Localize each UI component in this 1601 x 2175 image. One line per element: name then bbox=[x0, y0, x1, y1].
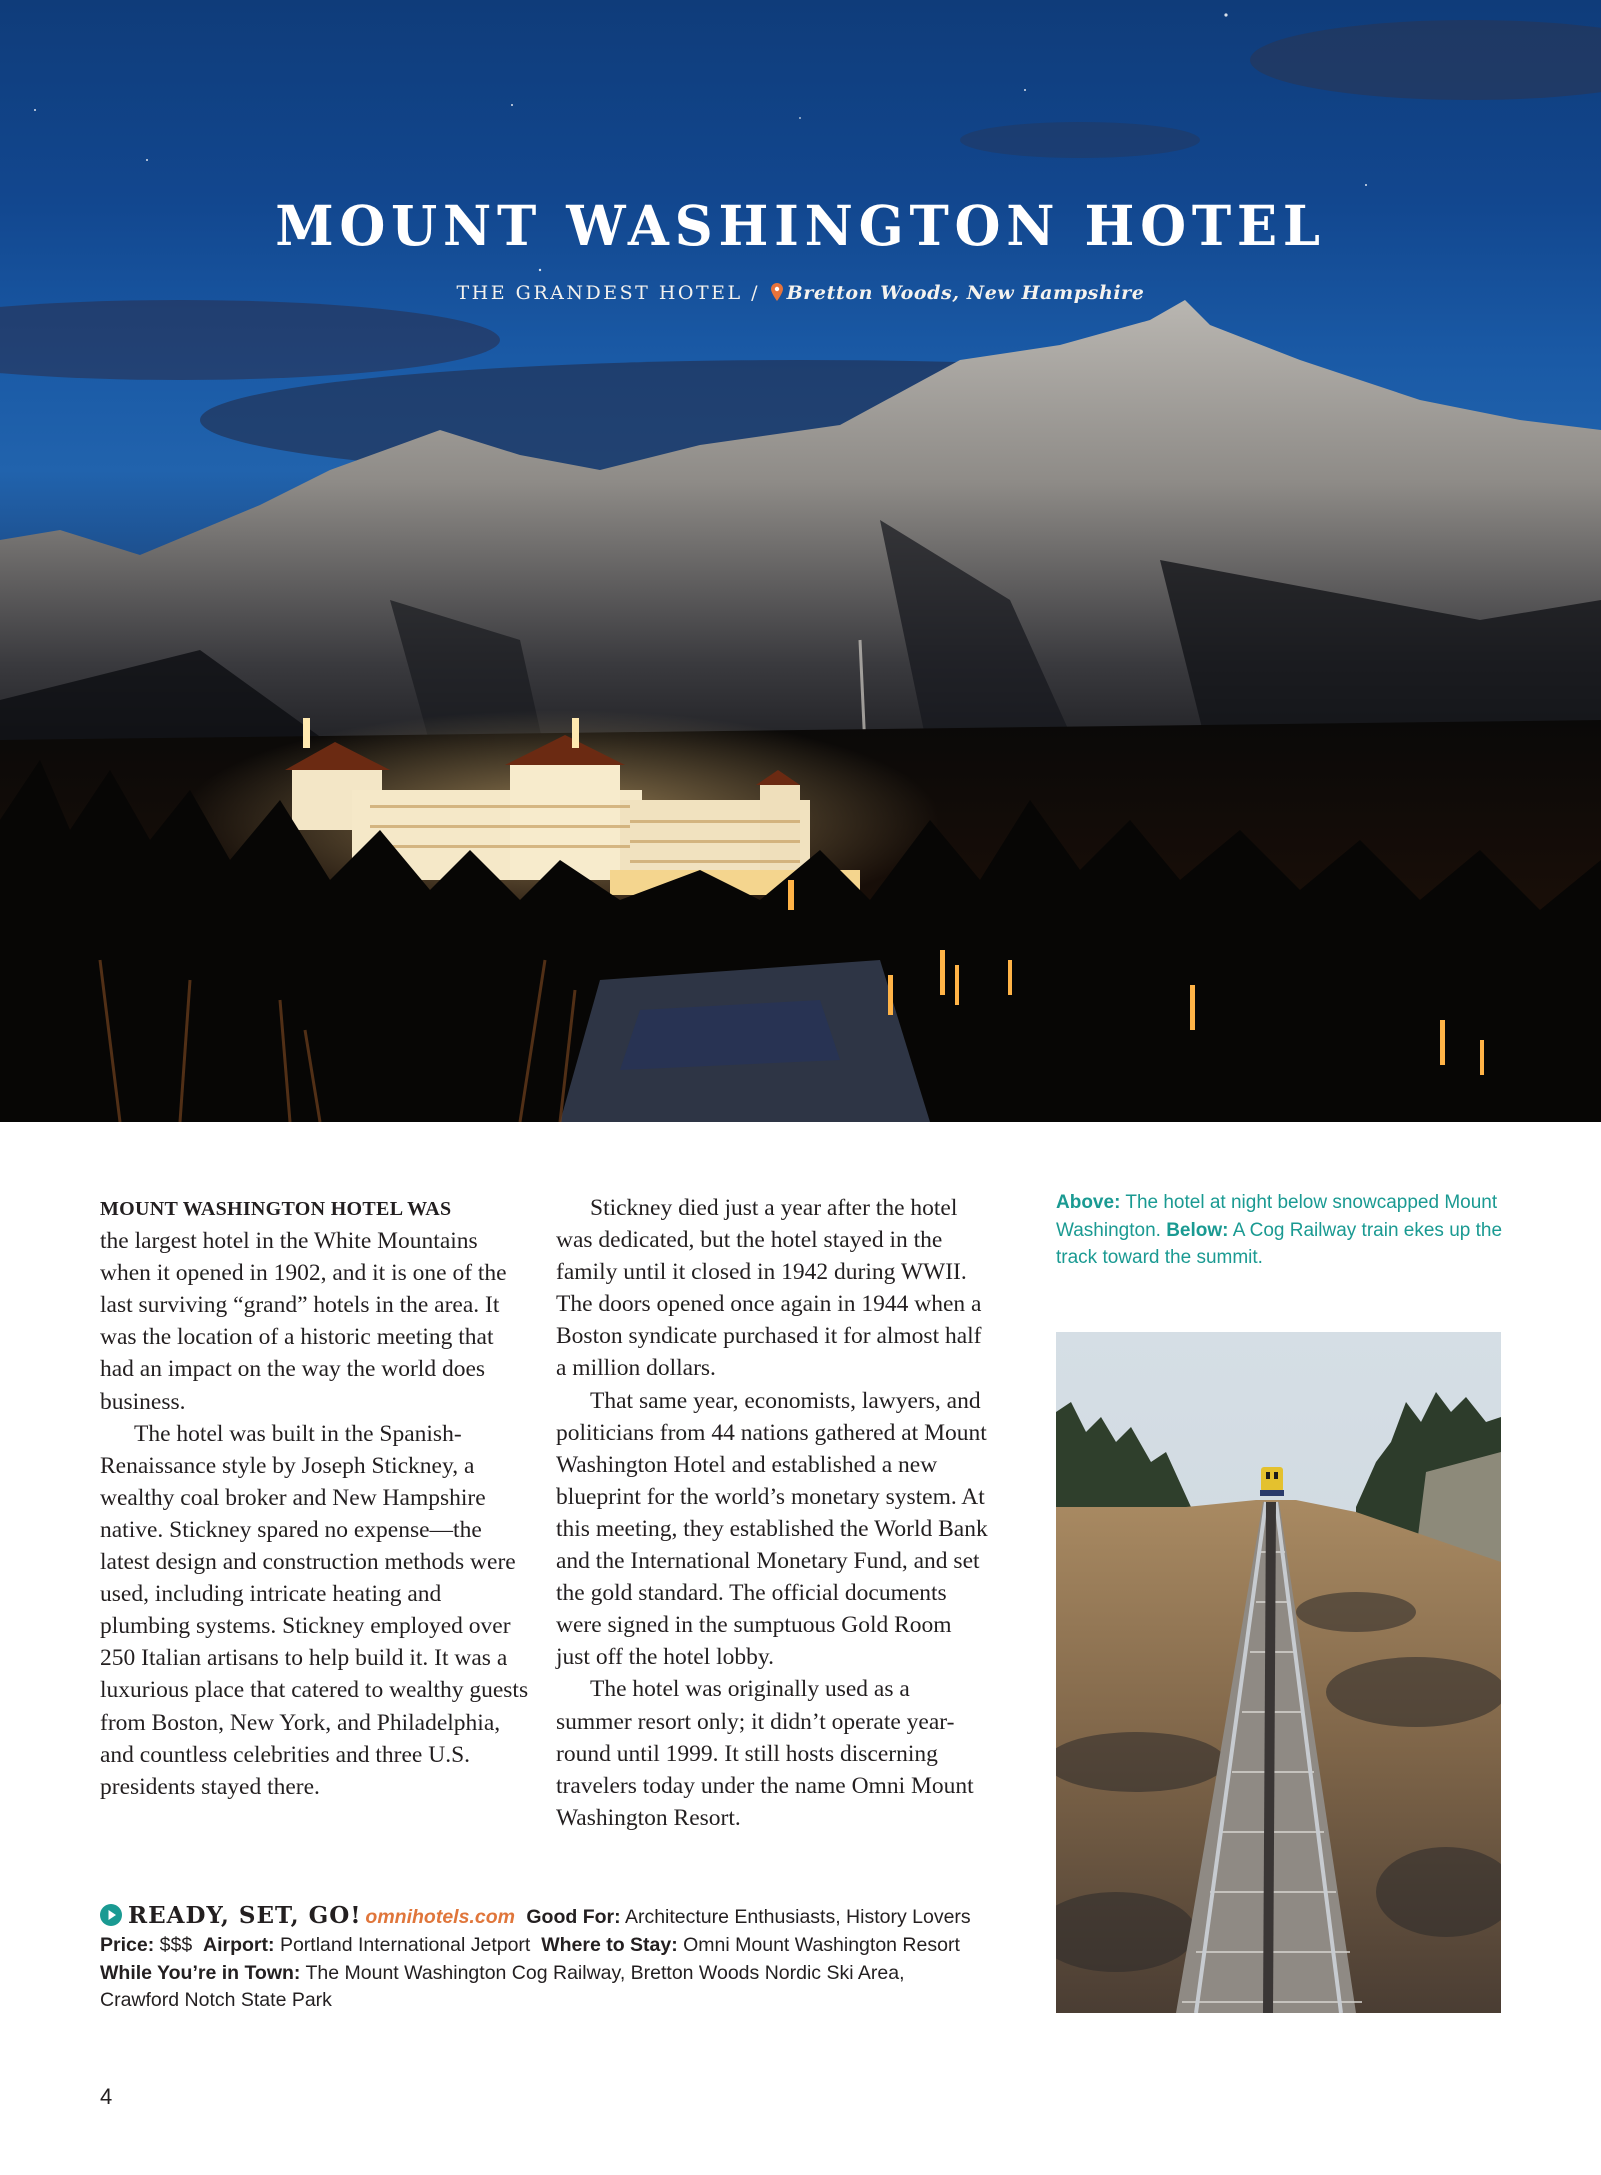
good-for-value: Architecture Enthusiasts, History Lovers bbox=[624, 1906, 971, 1928]
where-to-stay-label: Where to Stay: bbox=[541, 1933, 678, 1956]
website-link[interactable]: omnihotels.com bbox=[365, 1906, 515, 1928]
caption-below-text: A Cog Railway train ekes up the track toward the summit. bbox=[1056, 1219, 1503, 1268]
cog-train bbox=[1261, 1467, 1283, 1492]
ready-set-go-box bbox=[100, 1902, 980, 2015]
caption-above-text: The hotel at night below snowcapped Mount Washington. bbox=[1056, 1192, 1498, 1241]
subtitle-location: Bretton Woods, New Hampshire bbox=[786, 282, 1145, 304]
article-paragraph: The hotel was originally used as a summer resort only; it didn’t operate year-round until 1999. It still hosts discerning travelers today under the name Omni Mount Washington Resort. bbox=[556, 1676, 974, 1831]
article-column-1 bbox=[100, 1192, 530, 1803]
subtitle-category: THE GRANDEST HOTEL / bbox=[456, 282, 761, 304]
article-title: MOUNT WASHINGTON HOTEL bbox=[275, 193, 1326, 258]
while-in-town-label: While You’re in Town: bbox=[100, 1961, 301, 1984]
cog-railway-photo bbox=[1056, 1332, 1501, 2013]
price-label: Price: bbox=[100, 1933, 155, 1956]
article-subtitle bbox=[0, 280, 1601, 306]
cog-railway-illustration bbox=[1056, 1332, 1501, 2013]
caption-below-label: Below: bbox=[1166, 1219, 1229, 1241]
caption-above-label: Above: bbox=[1056, 1192, 1121, 1213]
article-paragraph bbox=[100, 1192, 530, 1418]
article-column-2 bbox=[556, 1192, 988, 1834]
while-in-town-value: The Mount Washington Cog Railway, Bretton Woods Nordic Ski Area, Crawford Notch State Park bbox=[100, 1961, 905, 2012]
page-number: 4 bbox=[100, 2084, 113, 2109]
article-paragraph: Stickney died just a year after the hotel was dedicated, but the hotel stayed in the family until it closed in 1942 during WWII. The doors opened once again in 1944 when a Boston syndicate purchased it for almost half a million dollars. bbox=[556, 1195, 982, 1382]
map-pin-icon bbox=[771, 283, 783, 301]
price-value: $$$ bbox=[159, 1933, 193, 1956]
airport-value: Portland International Jetport bbox=[279, 1933, 531, 1956]
photo-caption bbox=[1056, 1189, 1516, 1272]
lead-in: MOUNT WASHINGTON HOTEL WAS bbox=[100, 1198, 452, 1220]
where-to-stay-value: Omni Mount Washington Resort bbox=[683, 1933, 960, 1956]
article-paragraph: That same year, economists, lawyers, and politicians from 44 nations gathered at Mount Washington Hotel and established a new blueprint for the world’s monetary system. At this meeting, they established the World Bank and the International Monetary Fund, and set the gold standard. The official documents were signed in the sumptuous Gold Room just off the hotel lobby. bbox=[556, 1387, 988, 1671]
paragraph-text: the largest hotel in the White Mountains when it opened in 1902, and it is one of the last surviving “grand” hotels in the area. It was the location of a historic meeting that had an impact on the way the world does business. bbox=[100, 1228, 507, 1415]
ready-set-go-heading: READY, SET, GO! bbox=[128, 1902, 362, 1929]
article-paragraph: The hotel was built in the Spanish-Renaissance style by Joseph Stickney, a wealthy coal broker and New Hampshire native. Stickney spared no expense—the latest design and construction methods were used, including intricate heating and plumbing systems. Stickney employed over 250 Italian artisans to help build it. It was a luxurious place that catered to wealthy guests from Boston, New York, and Philadelphia, and countless celebrities and three U.S. presidents stayed there. bbox=[100, 1420, 529, 1800]
airport-label: Airport: bbox=[203, 1933, 275, 1956]
play-circle-icon bbox=[100, 1904, 122, 1926]
good-for-label: Good For: bbox=[526, 1906, 621, 1928]
